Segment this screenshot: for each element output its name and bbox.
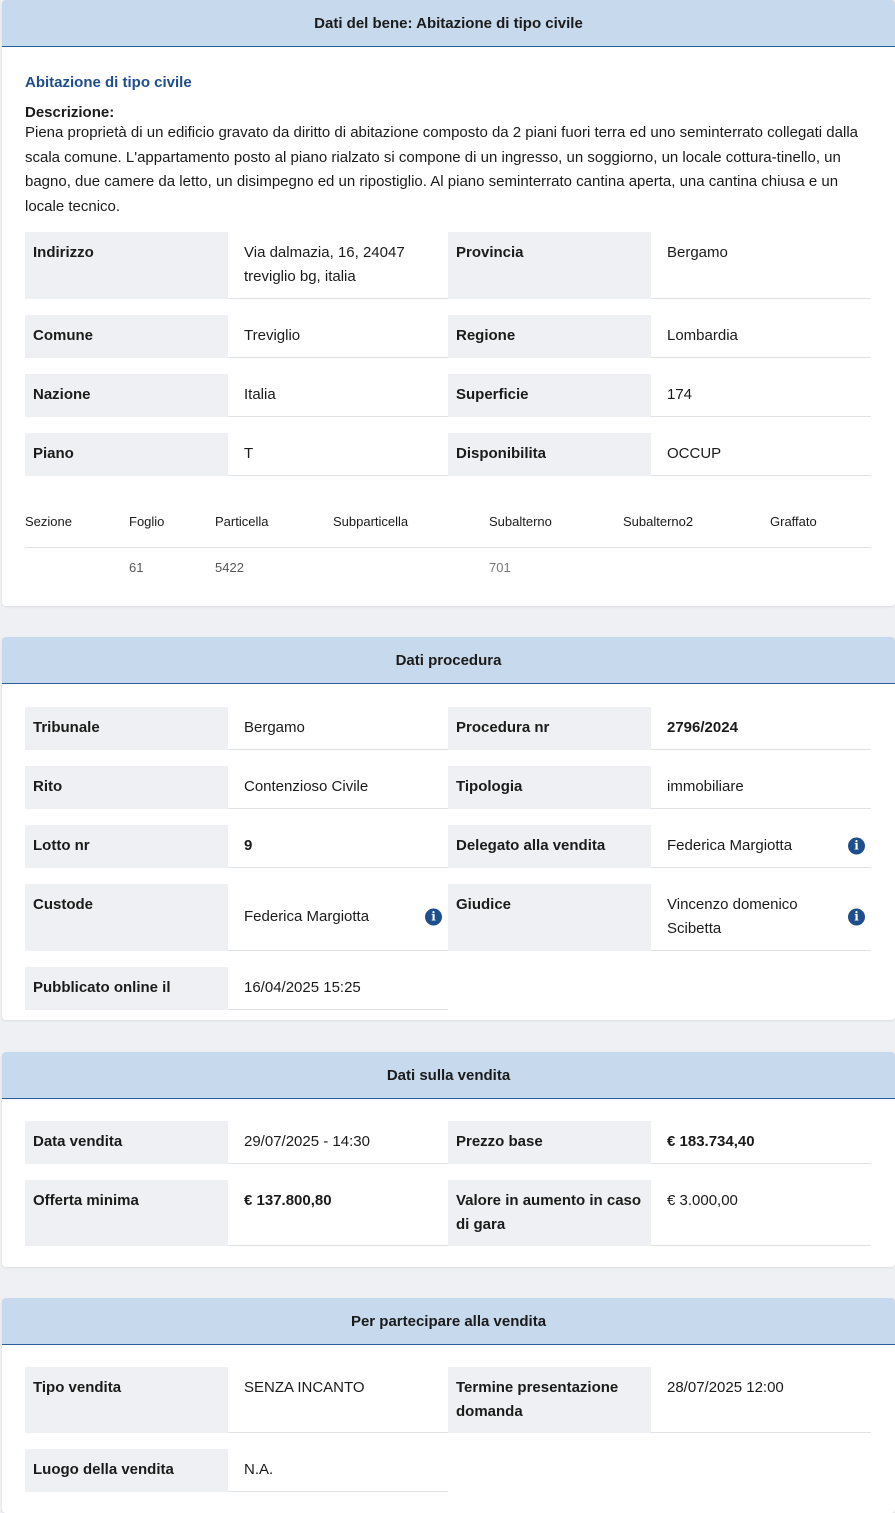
catasto-cell: 701 bbox=[489, 559, 511, 575]
partecipare-card bbox=[2, 1298, 895, 1513]
field-value: Treviglio bbox=[228, 315, 448, 358]
field-value: Italia bbox=[228, 374, 448, 417]
field-label: Lotto nr bbox=[25, 825, 228, 868]
field-value: 16/04/2025 15:25 bbox=[228, 967, 448, 1010]
field-label: Prezzo base bbox=[448, 1121, 651, 1164]
field-value: 2796/2024 bbox=[651, 707, 871, 750]
catasto-header-cell: Subalterno bbox=[489, 514, 552, 529]
catasto-table bbox=[25, 496, 871, 586]
bene-subtitle: Abitazione di tipo civile bbox=[25, 74, 192, 91]
field-value: Federica Margiotta bbox=[244, 908, 370, 925]
field-value: € 137.800,80 bbox=[228, 1180, 448, 1246]
field-label: Pubblicato online il bbox=[25, 967, 228, 1010]
procedura-header: Dati procedura bbox=[2, 637, 895, 684]
field-value: 28/07/2025 12:00 bbox=[651, 1367, 871, 1433]
catasto-header-cell: Subalterno2 bbox=[623, 514, 694, 529]
field-label: Tipologia bbox=[448, 766, 651, 809]
catasto-cell: 61 bbox=[129, 559, 144, 575]
info-circle-icon[interactable]: i bbox=[848, 838, 865, 855]
field-value: Bergamo bbox=[651, 232, 871, 299]
field-label: Rito bbox=[25, 766, 228, 809]
field-label: Termine presentazione domanda bbox=[448, 1367, 651, 1433]
vendita-grid bbox=[25, 1121, 873, 1246]
field-value: SENZA INCANTO bbox=[228, 1367, 448, 1433]
field-label: Procedura nr bbox=[448, 707, 651, 750]
field-value: Federica Margiotta bbox=[667, 837, 793, 854]
catasto-header-cell: Sezione bbox=[25, 514, 72, 529]
bene-header: Dati del bene: Abitazione di tipo civile bbox=[2, 0, 895, 47]
catasto-header-cell: Particella bbox=[215, 514, 269, 529]
field-label: Tipo vendita bbox=[25, 1367, 228, 1433]
field-value: € 183.734,40 bbox=[651, 1121, 871, 1164]
field-label: Offerta minima bbox=[25, 1180, 228, 1246]
custode-cell bbox=[228, 884, 448, 951]
field-label: Tribunale bbox=[25, 707, 228, 750]
field-label: Comune bbox=[25, 315, 228, 358]
field-value: 29/07/2025 - 14:30 bbox=[228, 1121, 448, 1164]
partecipare-header: Per partecipare alla vendita bbox=[2, 1298, 895, 1345]
info-circle-icon[interactable]: i bbox=[425, 909, 442, 926]
field-label: Custode bbox=[25, 884, 228, 951]
giudice-cell bbox=[651, 884, 871, 951]
procedura-grid bbox=[25, 707, 873, 1010]
field-label: Data vendita bbox=[25, 1121, 228, 1164]
field-label: Indirizzo bbox=[25, 232, 228, 299]
field-label: Piano bbox=[25, 433, 228, 476]
field-value: OCCUP bbox=[651, 433, 871, 476]
bene-grid bbox=[25, 232, 873, 476]
descrizione-label: Descrizione: bbox=[25, 104, 115, 121]
field-value: N.A. bbox=[228, 1449, 448, 1492]
descrizione-text: Piena proprietà di un edificio gravato da diritto di abitazione composto da 2 piani fuori terra ed uno seminterrato collegati dalla scala comune. L'appartamento posto al piano rialzato si compone di un ingresso, un soggiorno, un locale cottura-tinello, un bagno, due camere da letto, un disimpegno ed un ripostiglio. Al piano seminterrato cantina aperta, una cantina chiusa e un locale tecnico. bbox=[25, 124, 858, 215]
field-value: T bbox=[228, 433, 448, 476]
field-label: Superficie bbox=[448, 374, 651, 417]
field-label: Provincia bbox=[448, 232, 651, 299]
catasto-header-row bbox=[25, 496, 871, 548]
field-label: Regione bbox=[448, 315, 651, 358]
vendita-card bbox=[2, 1052, 895, 1267]
field-value: Via dalmazia, 16, 24047 treviglio bg, italia bbox=[228, 232, 448, 299]
field-label: Valore in aumento in caso di gara bbox=[448, 1180, 651, 1246]
procedura-card bbox=[2, 637, 895, 1020]
catasto-cell: 5422 bbox=[215, 559, 244, 575]
delegato-cell bbox=[651, 825, 871, 868]
field-label: Delegato alla vendita bbox=[448, 825, 651, 868]
field-label: Luogo della vendita bbox=[25, 1449, 228, 1492]
table-row bbox=[25, 548, 871, 586]
field-value: Contenzioso Civile bbox=[228, 766, 448, 809]
catasto-header-cell: Foglio bbox=[129, 514, 165, 529]
vendita-header: Dati sulla vendita bbox=[2, 1052, 895, 1099]
field-value: Lombardia bbox=[651, 315, 871, 358]
info-circle-icon[interactable]: i bbox=[848, 909, 865, 926]
bene-card bbox=[2, 0, 895, 606]
field-value: 174 bbox=[651, 374, 871, 417]
catasto-header-cell: Subparticella bbox=[333, 514, 409, 529]
field-label: Giudice bbox=[448, 884, 651, 951]
field-value: Bergamo bbox=[228, 707, 448, 750]
catasto-header-cell: Graffato bbox=[770, 514, 817, 529]
partecipare-grid bbox=[25, 1367, 873, 1492]
field-label: Nazione bbox=[25, 374, 228, 417]
field-label: Disponibilita bbox=[448, 433, 651, 476]
field-value: immobiliare bbox=[651, 766, 871, 809]
field-value: Vincenzo domenico Scibetta bbox=[667, 896, 798, 937]
field-value: € 3.000,00 bbox=[651, 1180, 871, 1246]
field-value: 9 bbox=[228, 825, 448, 868]
